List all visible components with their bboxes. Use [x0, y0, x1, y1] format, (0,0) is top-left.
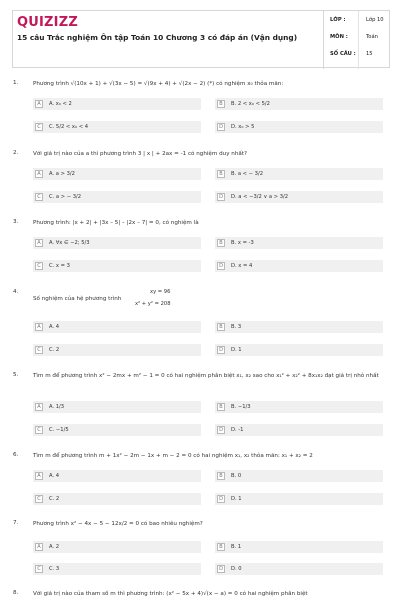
option-text: A. 2: [49, 544, 60, 550]
question-number: 8.: [13, 590, 19, 596]
option-letter: C: [35, 262, 43, 270]
meta-panel: [323, 11, 391, 69]
option-letter: C: [35, 495, 43, 503]
option-text: C. 2: [49, 496, 60, 502]
question-text: Với giá trị nào của a thì phương trình 3 | x | + 2ax = -1 có nghiệm duy nhất?: [33, 151, 247, 157]
question-text: Với giá trị nào của tham số m thì phương trình: (x² − 5x + 4)√(x − a) = 0 có hai nghiệm phân biệt: [33, 591, 308, 597]
option-text: A. 1/3: [49, 404, 65, 410]
option-a[interactable]: [33, 237, 201, 249]
question-number: 4.: [13, 289, 19, 295]
option-letter: C: [35, 426, 43, 434]
quizizz-logo: QUIZIZZ: [17, 15, 78, 30]
option-b[interactable]: [215, 98, 383, 110]
question-text: Phương trình √(10x + 1) + √(3x − 5) = √(9x + 4) + √(2x − 2) (*) có nghiệm x₀ thỏa mãn:: [33, 81, 284, 87]
option-d[interactable]: [215, 344, 383, 356]
option-c[interactable]: [33, 260, 201, 272]
option-a[interactable]: [33, 401, 201, 413]
question-number: 2.: [13, 150, 19, 156]
question-text: Phương trình: |x + 2| + |3x – 5| – |2x – 7| = 0, có nghiệm là: [33, 220, 199, 226]
option-text: A. ∀x ∈ −2; 5/3: [49, 240, 90, 246]
option-d[interactable]: [215, 424, 383, 436]
option-d[interactable]: [215, 563, 383, 575]
option-text: D. x = 4: [231, 263, 253, 269]
option-letter: D: [217, 346, 225, 354]
option-letter: D: [217, 495, 225, 503]
option-letter: C: [35, 346, 43, 354]
option-b[interactable]: [215, 321, 383, 333]
option-a[interactable]: [33, 98, 201, 110]
option-letter: B: [217, 472, 225, 480]
option-text: B. a < − 3/2: [231, 171, 264, 177]
option-letter: C: [35, 193, 43, 201]
meta-class-value: Lớp 10: [366, 17, 384, 23]
option-b[interactable]: [215, 237, 383, 249]
option-letter: B: [217, 543, 225, 551]
option-text: C. 3: [49, 566, 60, 572]
option-text: B. 3: [231, 324, 242, 330]
option-text: D. x₀ > 5: [231, 124, 255, 130]
meta-subject: [330, 34, 388, 48]
meta-count-label: SỐ CÂU :: [330, 51, 356, 57]
option-b[interactable]: [215, 401, 383, 413]
option-text: A. a > 3/2: [49, 171, 75, 177]
option-text: A. 4: [49, 473, 60, 479]
option-c[interactable]: [33, 191, 201, 203]
option-text: C. 5/2 < x₀ < 4: [49, 124, 89, 130]
question-text: Tìm m để phương trình m + 1x² − 2m − 1x + m − 2 = 0 có hai nghiệm x₁, x₂ thỏa mãn: x₁ + x₂ = 2: [33, 453, 313, 459]
option-letter: D: [217, 426, 225, 434]
option-text: C. x = 3: [49, 263, 70, 269]
option-letter: A: [35, 403, 43, 411]
option-letter: A: [35, 239, 43, 247]
option-letter: D: [217, 193, 225, 201]
question-number: 7.: [13, 520, 19, 526]
option-c[interactable]: [33, 121, 201, 133]
option-c[interactable]: [33, 424, 201, 436]
question-number: 6.: [13, 452, 19, 458]
option-text: C. a > − 3/2: [49, 194, 82, 200]
option-text: D. a < −3/2 ∨ a > 3/2: [231, 194, 289, 200]
option-text: B. 0: [231, 473, 242, 479]
option-text: B. x = -3: [231, 240, 254, 246]
option-letter: B: [217, 100, 225, 108]
meta-subject-label: MÔN :: [330, 34, 348, 40]
option-letter: A: [35, 100, 43, 108]
option-text: B. 1: [231, 544, 242, 550]
option-letter: B: [217, 239, 225, 247]
option-letter: B: [217, 323, 225, 331]
option-letter: B: [217, 170, 225, 178]
option-b[interactable]: [215, 470, 383, 482]
option-a[interactable]: [33, 168, 201, 180]
option-letter: A: [35, 472, 43, 480]
option-letter: C: [35, 123, 43, 131]
option-text: D. 1: [231, 496, 242, 502]
option-c[interactable]: [33, 493, 201, 505]
option-letter: A: [35, 170, 43, 178]
option-letter: D: [217, 123, 225, 131]
option-a[interactable]: [33, 541, 201, 553]
meta-subject-value: Toán: [366, 34, 378, 40]
meta-class: [330, 17, 388, 31]
option-b[interactable]: [215, 541, 383, 553]
meta-count: [330, 51, 388, 65]
option-letter: D: [217, 565, 225, 573]
equation-system-line-1: xy = 96: [150, 289, 171, 295]
question-text: Tìm m để phương trình x² − 2mx + m² − 1 = 0 có hai nghiệm phân biệt x₁, x₂ sao cho x₁² + x₂² + 8x₁x₂ đạt giá trị nhỏ nhất: [33, 373, 379, 379]
question-text: Phương trình x² − 4x − 5 − 12x/2 = 0 có bao nhiêu nghiệm?: [33, 521, 203, 527]
document-title: 15 câu Trắc nghiệm Ôn tập Toán 10 Chương 3 có đáp án (Vận dụng): [17, 33, 298, 42]
option-c[interactable]: [33, 344, 201, 356]
option-a[interactable]: [33, 470, 201, 482]
option-text: D. 1: [231, 347, 242, 353]
question-number: 3.: [13, 219, 19, 225]
option-text: A. 4: [49, 324, 60, 330]
option-d[interactable]: [215, 260, 383, 272]
question-number: 5.: [13, 372, 19, 378]
option-text: C. −1/5: [49, 427, 69, 433]
option-text: C. 2: [49, 347, 60, 353]
question-text: Số nghiệm của hệ phương trình: [33, 296, 122, 302]
document-header: [12, 10, 390, 68]
option-text: B. −1/3: [231, 404, 251, 410]
question-number: 1.: [13, 80, 19, 86]
option-d[interactable]: [215, 493, 383, 505]
option-letter: B: [217, 403, 225, 411]
option-c[interactable]: [33, 563, 201, 575]
option-letter: C: [35, 565, 43, 573]
option-letter: A: [35, 543, 43, 551]
option-d[interactable]: [215, 191, 383, 203]
option-text: D. 0: [231, 566, 242, 572]
meta-count-value: 15: [366, 51, 373, 57]
option-text: D. -1: [231, 427, 244, 433]
meta-class-label: LỚP :: [330, 17, 346, 23]
equation-system-line-2: x² + y² = 208: [135, 301, 171, 307]
option-letter: A: [35, 323, 43, 331]
option-b[interactable]: [215, 168, 383, 180]
option-text: B. 2 < x₀ < 5/2: [231, 101, 270, 107]
option-d[interactable]: [215, 121, 383, 133]
option-text: A. x₀ < 2: [49, 101, 72, 107]
option-a[interactable]: [33, 321, 201, 333]
option-letter: D: [217, 262, 225, 270]
